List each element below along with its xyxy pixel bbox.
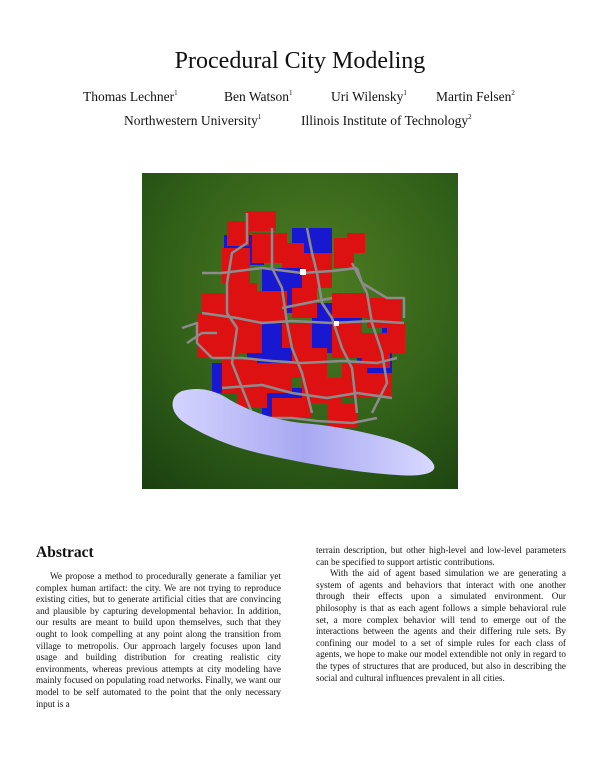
- paper-title: Procedural City Modeling: [174, 48, 426, 74]
- author-name: Ben Watson: [224, 89, 290, 104]
- affiliation-number: 1: [257, 113, 262, 121]
- abstract-paragraph: We propose a method to procedurally generate a familiar yet complex human artifact: the city. We are not trying to reproduce existing cities, but to generate artificial cities that are convincing and plausible by capturing developmental behavior. In addition, our results are meant to build upon themselves, such that they ought to look compelling at any point along the transition from village to metropolis. Our approach largely focuses upon land usage and building distribution for creating realistic city environments, whereas previous attempts at city modeling have mainly focused on populating road networks. Finally, we want our model to be self automated to the point that the only necessary input is a: [36, 571, 281, 709]
- abstract-paragraph: terrain description, but other high-level and low-level parameters can be specified to support artistic contributions.: [316, 545, 566, 567]
- city-map-figure: [142, 173, 458, 489]
- affiliation-name: Illinois Institute of Technology: [301, 113, 469, 128]
- author: [83, 89, 178, 105]
- author-name: Uri Wilensky: [331, 89, 404, 104]
- author-name: Martin Felsen: [436, 89, 512, 104]
- author-affiliation-mark: 1: [403, 89, 407, 97]
- marker: [300, 269, 306, 275]
- author-affiliation-mark: 1: [289, 89, 293, 97]
- author-affiliation-mark: 2: [511, 89, 515, 97]
- author-affiliation-mark: 1: [174, 89, 178, 97]
- affiliation: [301, 113, 472, 129]
- abstract-column-right: [316, 545, 566, 684]
- author: [331, 89, 407, 105]
- affiliation: [124, 113, 261, 129]
- affiliation-number: 2: [468, 113, 472, 121]
- abstract-column-left: [36, 571, 281, 710]
- author: [436, 89, 515, 105]
- author: [224, 89, 293, 105]
- author-name: Thomas Lechner: [83, 89, 175, 104]
- affiliation-name: Northwestern University: [124, 113, 258, 128]
- abstract-paragraph: With the aid of agent based simulation we are generating a system of agents and behaviors that interact with one another through their effects upon a simulated environment. Our philosophy is that as each agent follows a simple behavioral rule set, a more complex behavior will tend to emerge out of the interactions between the agents and their differing rule sets. By confining our model to a set of simple rules for each class of agents, we hope to make our model extendible not only in regard to the types of structures that are produced, but also in describing the social and cultural influences prevalent in all cities.: [316, 568, 566, 683]
- abstract-heading: Abstract: [36, 544, 94, 561]
- marker: [334, 321, 339, 326]
